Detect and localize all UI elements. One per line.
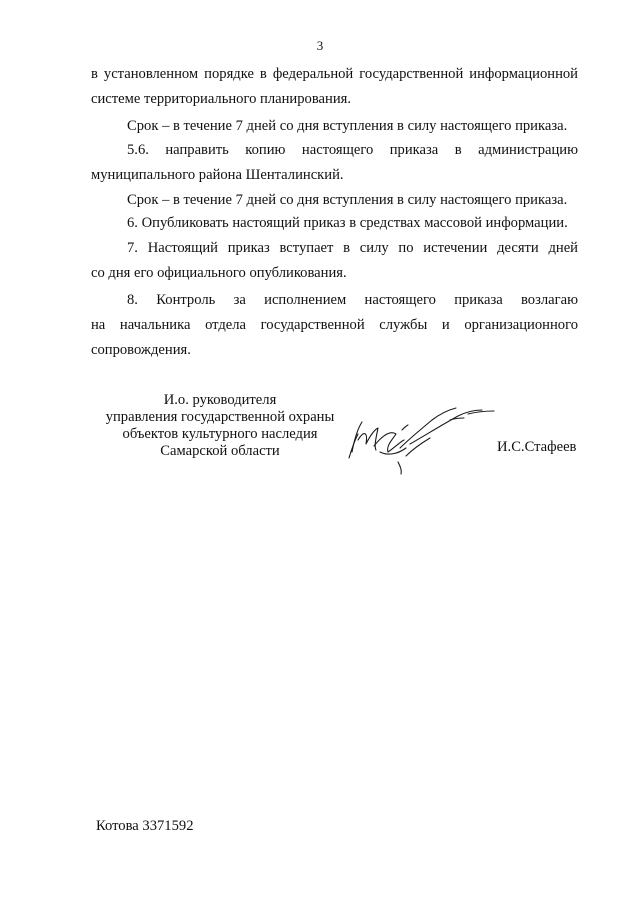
signatory-position-line: Самарской области — [160, 443, 280, 459]
text-line: Срок – в течение 7 дней со дня вступления в силу настоящего приказа. — [127, 118, 568, 134]
text-line: в установленном порядке в федеральной государственной информационной — [91, 66, 578, 82]
paragraph-item-8 — [91, 288, 578, 363]
page-number: 3 — [316, 38, 324, 53]
signatory-position-line: объектов культурного наследия — [122, 426, 318, 442]
signatory-name: И.С.Стафеев — [497, 439, 577, 455]
text-line: 6. Опубликовать настоящий приказ в средствах массовой информации. — [127, 215, 568, 231]
text-line: Срок – в течение 7 дней со дня вступления в силу настоящего приказа. — [127, 192, 568, 208]
text-line: 7. Настоящий приказ вступает в силу по истечении десяти дней — [127, 240, 578, 256]
paragraph-deadline-2 — [91, 188, 578, 213]
text-line: сопровождения. — [91, 342, 191, 358]
text-line: на начальника отдела государственной службы и организационного — [91, 317, 578, 333]
paragraph-item-5-6 — [91, 138, 578, 188]
text-line: системе территориального планирования. — [91, 91, 351, 107]
paragraph-item-7 — [91, 236, 578, 286]
signatory-position-line: управления государственной охраны — [105, 409, 335, 425]
paragraph-deadline-1 — [91, 114, 578, 139]
text-line: 8. Контроль за исполнением настоящего приказа возлагаю — [127, 292, 578, 308]
paragraph-item-6 — [91, 211, 578, 236]
text-line: со дня его официального опубликования. — [91, 265, 347, 281]
signatory-position-line: И.о. руководителя — [163, 392, 277, 408]
signatory-position — [90, 392, 350, 460]
text-line: муниципального района Шенталинский. — [91, 167, 344, 183]
handwritten-signature — [340, 400, 500, 480]
paragraph-publication-fgis — [91, 62, 578, 112]
text-line: 5.6. направить копию настоящего приказа в администрацию — [127, 142, 578, 158]
executor-note: Котова 3371592 — [96, 818, 194, 834]
